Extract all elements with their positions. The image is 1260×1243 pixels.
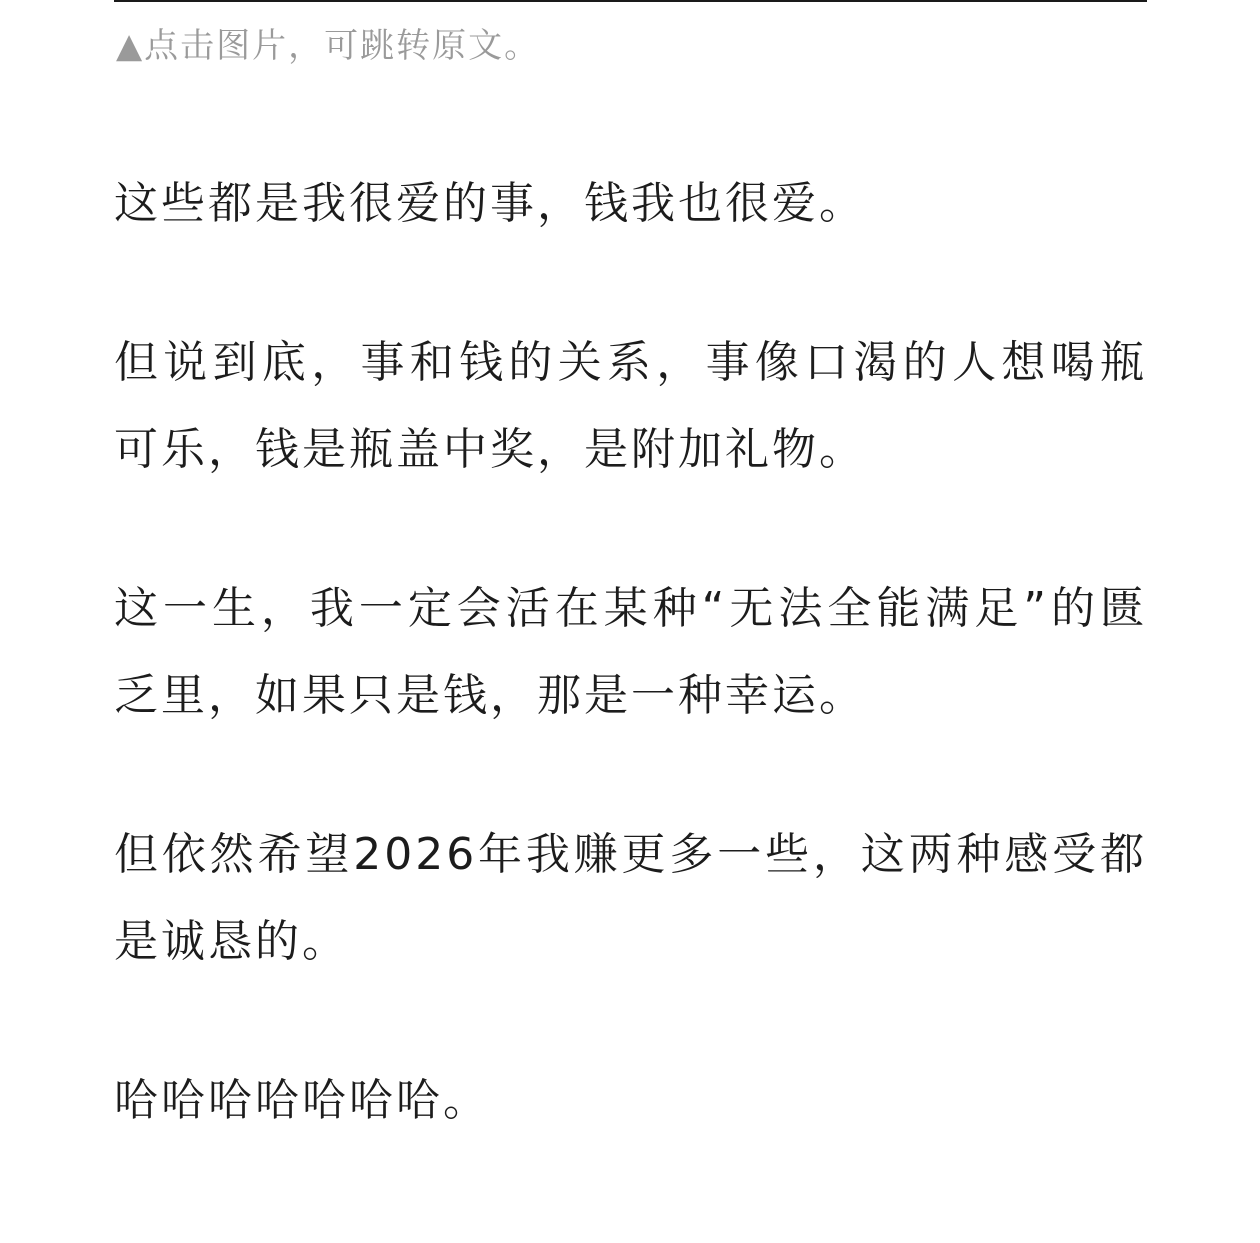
- paragraph-1: 这些都是我很爱的事，钱我也很爱。: [114, 178, 866, 229]
- top-divider: [114, 0, 1147, 2]
- paragraph-5: 哈哈哈哈哈哈哈。: [114, 1075, 490, 1126]
- paragraph-3: 这一生，我一定会活在某种“无法全能满足”的匮乏里，如果只是钱，那是一种幸运。: [114, 583, 1147, 721]
- article-body: [114, 160, 1147, 1144]
- image-caption-link[interactable]: ▲点击图片，可跳转原文。: [116, 26, 541, 66]
- paragraph-2: 但说到底，事和钱的关系，事像口渴的人想喝瓶可乐，钱是瓶盖中奖，是附加礼物。: [114, 337, 1147, 475]
- paragraph-4: 但依然希望2026年我赚更多一些，这两种感受都是诚恳的。: [114, 829, 1147, 967]
